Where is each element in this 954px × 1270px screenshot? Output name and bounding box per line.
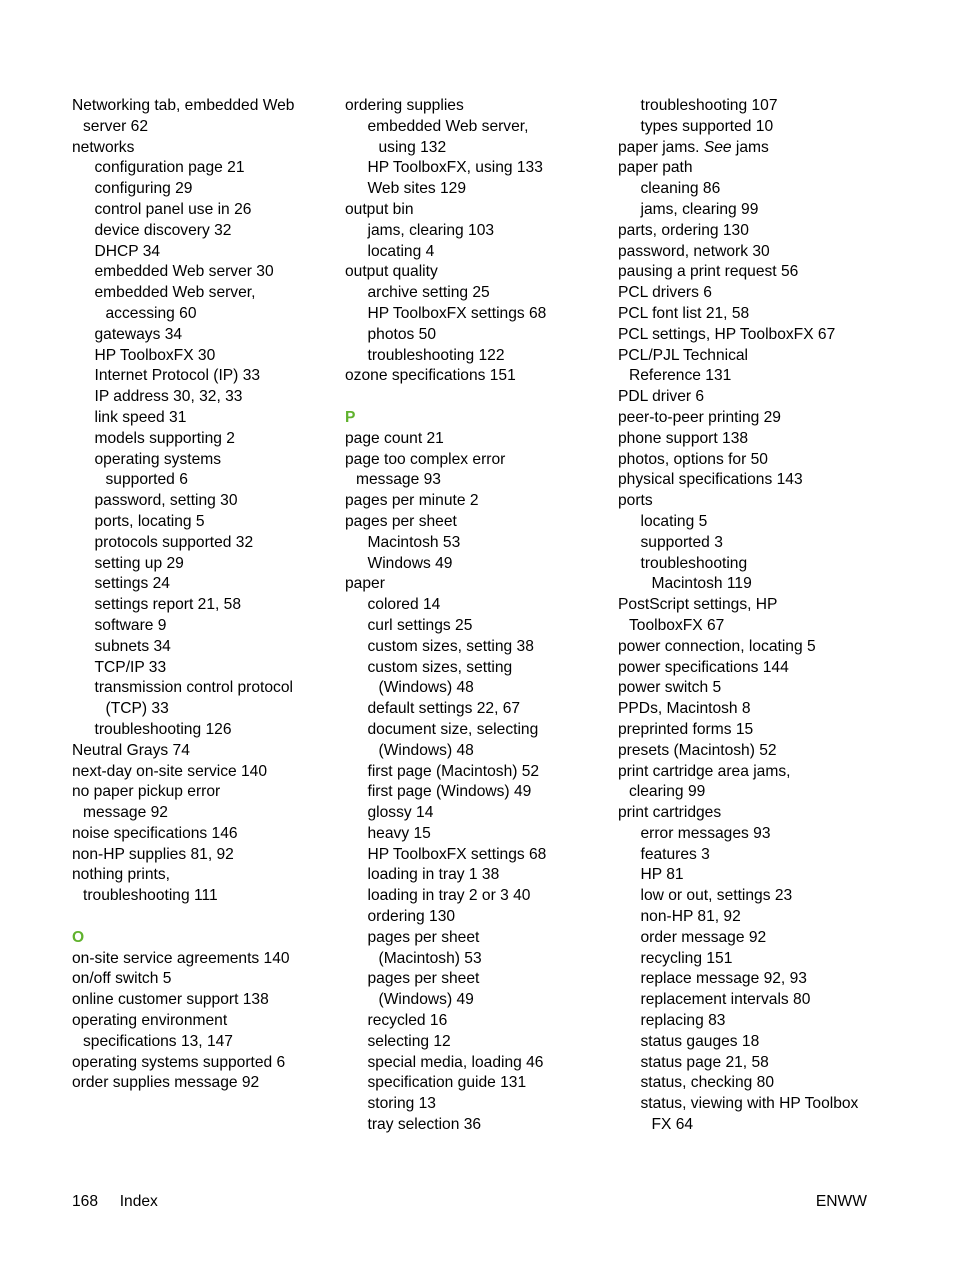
index-entry: ports [618,492,653,510]
index-subentry: locating 4 [367,242,435,260]
index-entry: photos, options for 50 [618,450,768,468]
index-subentry: TCP/IP 33 [94,658,167,676]
index-subentry: settings 24 [94,575,170,593]
index-entry: operating environment [72,1012,228,1030]
index-subentry: embedded Web server, [94,284,256,302]
index-entry: message 93 [356,471,441,489]
index-entry: PPDs, Macintosh 8 [618,700,751,718]
index-subentry: types supported 10 [640,117,774,135]
index-subentry: configuration page 21 [94,159,245,177]
index-subentry: HP 81 [640,866,684,884]
index-subentry: HP ToolboxFX 30 [94,346,216,364]
index-subentry: subnets 34 [94,637,171,655]
index-entry: ozone specifications 151 [345,367,516,385]
index-subentry: gateways 34 [94,325,183,343]
index-entry: networks [72,138,135,156]
index-entry: pages per minute 2 [345,492,479,510]
index-subentry: first page (Windows) 49 [367,783,532,801]
index-subentry: operating systems [94,450,222,468]
index-subentry: HP ToolboxFX settings 68 [367,304,547,322]
index-subentry: configuring 29 [94,180,193,198]
index-entry: page count 21 [345,429,444,447]
index-entry: next-day on-site service 140 [72,762,268,780]
index-subentry: embedded Web server, [367,117,529,135]
index-subentry: cleaning 86 [640,180,721,198]
index-subentry: Internet Protocol (IP) 33 [94,367,261,385]
index-term: paper jams. [618,138,700,156]
section-gap [72,907,334,928]
index-entry: server 62 [83,117,149,135]
index-entry: nothing prints, [72,866,170,884]
index-subentry: software 9 [94,616,167,634]
index-column-1 [72,96,334,1094]
index-subentry: status, checking 80 [640,1074,774,1092]
index-entry: password, network 30 [618,242,770,260]
index-entry: clearing 99 [629,783,706,801]
index-subentry: custom sizes, setting 38 [367,637,534,655]
index-subentry: document size, selecting [367,720,539,738]
index-entry: PCL/PJL Technical [618,346,749,364]
index-subentry: FX 64 [651,1116,694,1134]
index-entry: presets (Macintosh) 52 [618,741,777,759]
index-subentry: Web sites 129 [367,180,467,198]
index-entry: output bin [345,200,414,218]
index-entry: print cartridges [618,804,722,822]
index-entry: Reference 131 [629,367,732,385]
index-entry: power switch 5 [618,679,722,697]
index-entry: preprinted forms 15 [618,720,754,738]
index-subentry: default settings 22, 67 [367,700,521,718]
section-letter-heading: O [72,928,85,946]
index-subentry: (Windows) 48 [378,741,474,759]
index-subentry: setting up 29 [94,554,184,572]
index-subentry: replacing 83 [640,1012,726,1030]
index-entry-cross-reference [618,138,880,159]
index-subentry: pages per sheet [367,970,480,988]
index-subentry: (Macintosh) 53 [378,949,482,967]
index-subentry: loading in tray 1 38 [367,866,500,884]
index-subentry: first page (Macintosh) 52 [367,762,540,780]
index-subentry: storing 13 [367,1095,436,1113]
index-entry: PostScript settings, HP [618,596,778,614]
index-entry: page too complex error [345,450,506,468]
index-entry: no paper pickup error [72,783,221,801]
index-subentry: DHCP 34 [94,242,161,260]
index-subentry: order message 92 [640,928,767,946]
index-subentry: (Windows) 49 [378,991,474,1009]
index-entry: paper path [618,159,693,177]
index-subentry: status, viewing with HP Toolbox [640,1095,859,1113]
index-entry: online customer support 138 [72,991,269,1009]
index-subentry: non-HP 81, 92 [640,908,741,926]
index-entry: PCL font list 21, 58 [618,304,750,322]
index-subentry: replace message 92, 93 [640,970,807,988]
index-subentry: status gauges 18 [640,1032,760,1050]
index-subentry: transmission control protocol [94,679,293,697]
index-subentry: troubleshooting 107 [640,97,778,114]
index-entry: order supplies message 92 [72,1074,260,1092]
index-subentry: recycled 16 [367,1012,448,1030]
index-entry: Neutral Grays 74 [72,741,190,759]
page-footer-left [72,1192,158,1212]
index-subentry: jams, clearing 103 [367,221,495,239]
index-subentry: Macintosh 53 [367,533,461,551]
see-reference-target[interactable]: jams [735,138,769,156]
section-gap [345,387,607,408]
page-number: 168 [72,1193,99,1210]
index-subentry: low or out, settings 23 [640,887,793,905]
index-subentry: glossy 14 [367,804,434,822]
index-entry: phone support 138 [618,429,749,447]
index-subentry: locating 5 [640,512,708,530]
index-subentry: Macintosh 119 [651,575,752,593]
index-entry: pages per sheet [345,512,457,530]
index-subentry: supported 3 [640,533,723,551]
index-subentry: pages per sheet [367,928,480,946]
index-subentry: photos 50 [367,325,436,343]
index-entry: pausing a print request 56 [618,263,799,281]
index-subentry: ports, locating 5 [94,512,205,530]
index-subentry: (TCP) 33 [105,700,169,718]
index-entry: parts, ordering 130 [618,221,749,239]
section-letter-heading: P [345,408,356,426]
index-subentry: features 3 [640,845,710,863]
index-subentry: archive setting 25 [367,284,490,302]
index-subentry: password, setting 30 [94,492,238,510]
index-subentry: HP ToolboxFX settings 68 [367,845,547,863]
index-subentry: custom sizes, setting [367,658,513,676]
index-subentry: HP ToolboxFX, using 133 [367,159,543,177]
index-entry: on/off switch 5 [72,970,172,988]
index-subentry: loading in tray 2 or 3 40 [367,887,531,905]
index-subentry: status page 21, 58 [640,1053,769,1071]
index-subentry: curl settings 25 [367,616,473,634]
index-entry: troubleshooting 111 [83,887,218,905]
index-subentry: control panel use in 26 [94,200,252,218]
index-entry: Networking tab, embedded Web [72,97,295,114]
index-subentry: device discovery 32 [94,221,232,239]
index-subentry: using 132 [378,138,447,156]
index-subentry: troubleshooting [640,554,748,572]
index-subentry: ordering 130 [367,908,456,926]
index-entry: on-site service agreements 140 [72,949,290,967]
index-subentry: protocols supported 32 [94,533,254,551]
index-subentry: error messages 93 [640,824,771,842]
index-column-3 [618,96,880,1136]
index-subentry: heavy 15 [367,824,431,842]
index-subentry: embedded Web server 30 [94,263,274,281]
index-subentry: IP address 30, 32, 33 [94,388,243,406]
index-subentry: specification guide 131 [367,1074,527,1092]
index-subentry: accessing 60 [105,304,197,322]
index-subentry: Windows 49 [367,554,453,572]
index-entry: operating systems supported 6 [72,1053,286,1071]
index-entry: PDL driver 6 [618,388,705,406]
index-subentry: supported 6 [105,471,188,489]
index-entry: PCL drivers 6 [618,284,712,302]
index-entry: message 92 [83,804,168,822]
index-entry: PCL settings, HP ToolboxFX 67 [618,325,836,343]
index-entry: ordering supplies [345,97,464,114]
index-subentry: colored 14 [367,596,441,614]
index-subentry: replacement intervals 80 [640,991,811,1009]
index-entry: paper [345,575,385,593]
index-entry: noise specifications 146 [72,824,238,842]
index-entry: power connection, locating 5 [618,637,816,655]
index-subentry: tray selection 36 [367,1116,482,1134]
index-subentry: recycling 151 [640,949,733,967]
see-reference-label: See [703,138,732,156]
index-subentry: models supporting 2 [94,429,235,447]
index-entry: power specifications 144 [618,658,789,676]
page-footer-right: ENWW [815,1193,867,1210]
index-subentry: troubleshooting 126 [94,720,232,738]
index-subentry: selecting 12 [367,1032,451,1050]
index-subentry: settings report 21, 58 [94,596,241,614]
index-subentry: special media, loading 46 [367,1053,544,1071]
index-subentry: (Windows) 48 [378,679,474,697]
index-entry: non-HP supplies 81, 92 [72,845,234,863]
section-name: Index [119,1193,158,1210]
index-entry: specifications 13, 147 [83,1032,233,1050]
index-entry: ToolboxFX 67 [629,616,725,634]
index-entry: peer-to-peer printing 29 [618,408,781,426]
index-entry: output quality [345,263,438,281]
index-subentry: troubleshooting 122 [367,346,505,364]
index-subentry: jams, clearing 99 [640,200,759,218]
index-subentry: link speed 31 [94,408,187,426]
index-entry: print cartridge area jams, [618,762,791,780]
index-entry: physical specifications 143 [618,471,803,489]
index-column-2 [345,96,607,1136]
